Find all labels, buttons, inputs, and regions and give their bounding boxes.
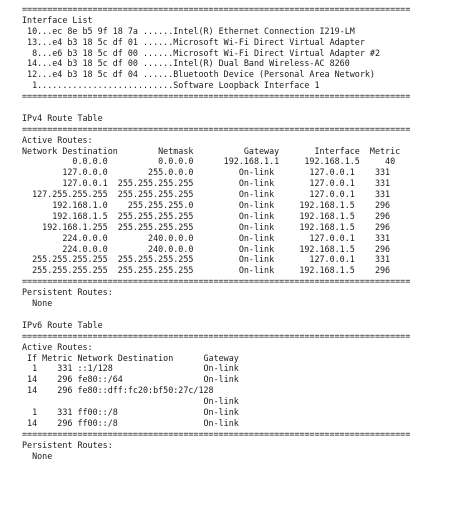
separator-line: ============================================================================= xyxy=(22,4,411,14)
separator-line: ============================================================================= xyxy=(22,91,411,102)
separator-line: ============================================================================= xyxy=(22,330,411,341)
ipv6-route-row: 14 296 fe80::/64 On-link xyxy=(22,374,239,385)
separator-line: ============================================================================= xyxy=(22,123,411,134)
interface-entry: 1...........................Software Loopback Interface 1 xyxy=(22,80,320,91)
separator-line: ============================================================================= xyxy=(22,428,411,439)
persistent-routes-value: None xyxy=(22,298,53,309)
blank-line xyxy=(22,102,452,113)
blank-line xyxy=(22,309,452,320)
ipv4-route-row: 192.168.1.5 255.255.255.255 On-link 192.168.1.5 296 xyxy=(22,210,391,221)
ipv4-column-headers: Network Destination Netmask Gateway Interface Metric xyxy=(22,145,401,156)
ipv6-route-row: 1 331 ::1/128 On-link xyxy=(22,363,239,374)
ipv4-route-row: 255.255.255.255 255.255.255.255 On-link 127.0.0.1 331 xyxy=(22,254,391,265)
ipv6-column-headers: If Metric Network Destination Gateway xyxy=(22,352,239,363)
ipv4-route-row: 127.255.255.255 255.255.255.255 On-link 127.0.0.1 331 xyxy=(22,189,391,200)
interface-entry: 13...e4 b3 18 5c df 01 ......Microsoft Wi-Fi Direct Virtual Adapter xyxy=(22,36,365,47)
interface-entry: 12...e4 b3 18 5c df 04 ......Bluetooth Device (Personal Area Network) xyxy=(22,69,375,80)
ipv6-route-row: 14 296 fe80::dff:fc20:bf50:27c/128 xyxy=(22,385,214,396)
ipv6-route-row: 14 296 ff00::/8 On-link xyxy=(22,417,239,428)
ipv6-route-row-continuation: On-link xyxy=(22,396,239,407)
ipv4-route-row: 224.0.0.0 240.0.0.0 On-link 127.0.0.1 331 xyxy=(22,232,391,243)
ipv4-route-row: 255.255.255.255 255.255.255.255 On-link 192.168.1.5 296 xyxy=(22,265,391,276)
interface-entry: 14...e4 b3 18 5c df 00 ......Intel(R) Dual Band Wireless-AC 8260 xyxy=(22,58,350,69)
interface-entry: 10...ec 8e b5 9f 18 7a ......Intel(R) Ethernet Connection I219-LM xyxy=(22,25,355,36)
route-print-text[interactable] xyxy=(22,4,452,461)
ipv6-route-table-heading: IPv6 Route Table xyxy=(22,319,103,330)
ipv4-route-table-heading: IPv4 Route Table xyxy=(22,112,103,123)
ipv4-route-row: 192.168.1.0 255.255.255.0 On-link 192.168.1.5 296 xyxy=(22,200,391,211)
ipv6-route-row: 1 331 ff00::/8 On-link xyxy=(22,406,239,417)
active-routes-heading: Active Routes: xyxy=(22,341,93,352)
ipv4-route-row: 192.168.1.255 255.255.255.255 On-link 192.168.1.5 296 xyxy=(22,221,391,232)
persistent-routes-heading: Persistent Routes: xyxy=(22,287,113,298)
ipv4-route-row: 224.0.0.0 240.0.0.0 On-link 192.168.1.5 296 xyxy=(22,243,391,254)
ipv4-route-row: 0.0.0.0 0.0.0.0 192.168.1.1 192.168.1.5 40 xyxy=(22,156,396,167)
interface-list-heading: Interface List xyxy=(22,14,93,25)
ipv4-route-row: 127.0.0.1 255.255.255.255 On-link 127.0.0.1 331 xyxy=(22,178,391,189)
persistent-routes-value: None xyxy=(22,450,53,461)
persistent-routes-heading: Persistent Routes: xyxy=(22,439,113,450)
interface-entry: 8...e6 b3 18 5c df 00 ......Microsoft Wi-Fi Direct Virtual Adapter #2 xyxy=(22,47,380,58)
active-routes-heading: Active Routes: xyxy=(22,134,93,145)
ipv4-route-row: 127.0.0.0 255.0.0.0 On-link 127.0.0.1 331 xyxy=(22,167,391,178)
separator-line: ============================================================================= xyxy=(22,276,411,287)
